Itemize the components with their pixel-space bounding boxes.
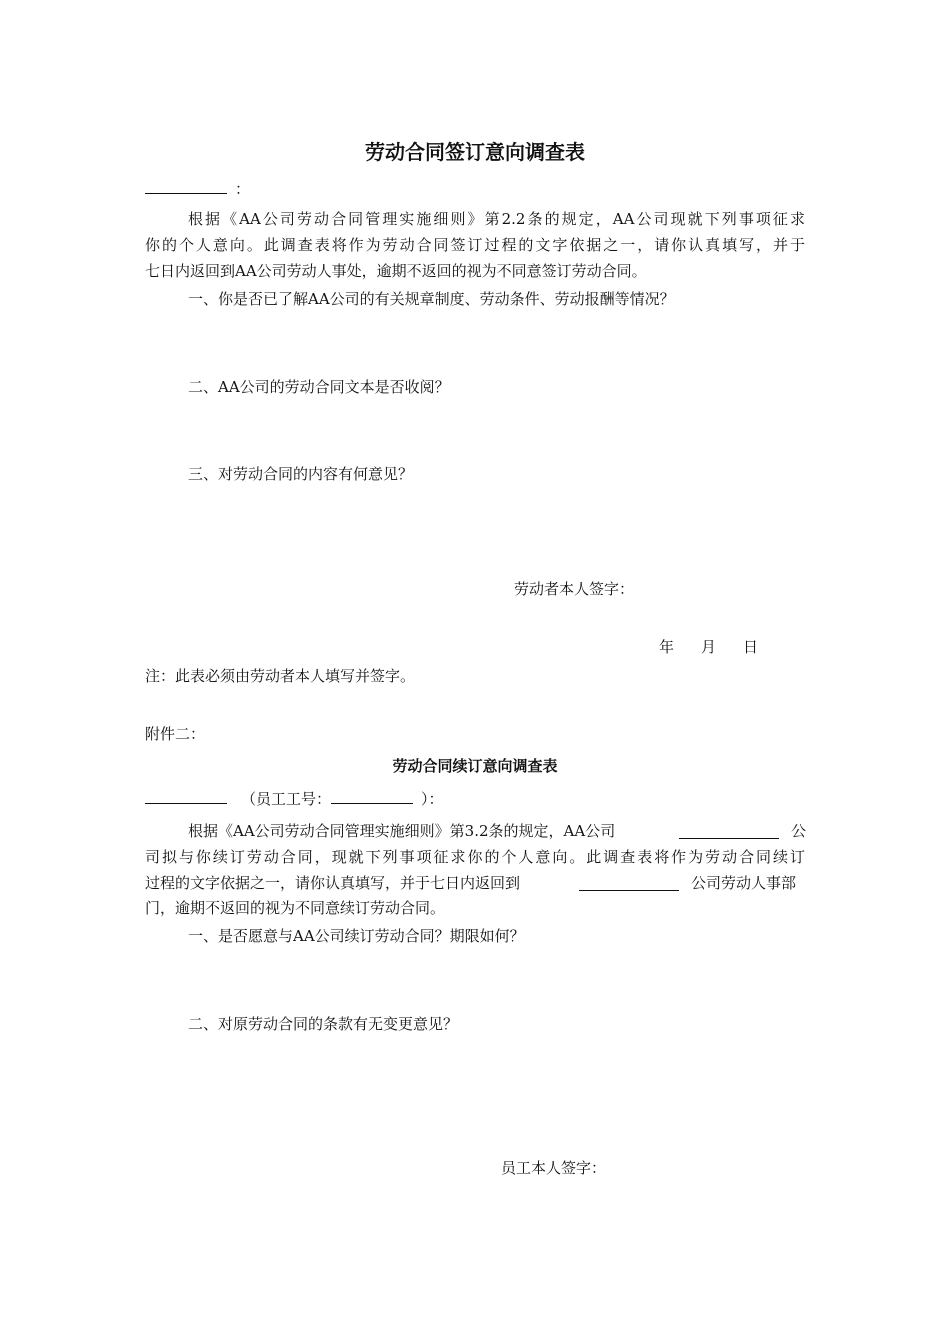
employee-no-close: ）： — [421, 790, 444, 808]
form1-question-1: 一、你是否已了解AA公司的有关规章制度、劳动条件、劳动报酬等情况？ — [188, 290, 675, 308]
form1-question-3: 三、对劳动合同的内容有何意见？ — [188, 465, 414, 483]
form2-addressee-line — [145, 788, 444, 810]
form2-question-1: 一、是否愿意与AA公司续订劳动合同？期限如何？ — [188, 927, 525, 945]
form1-date-month: 月 — [701, 638, 717, 656]
form1-intro-line-2: 你的个人意向。此调查表将作为劳动合同签订过程的文字依据之一，请你认真填写，并于 — [145, 236, 805, 254]
company-blank-1[interactable] — [679, 824, 779, 839]
form1-date-day: 日 — [743, 638, 759, 656]
employee-no-open: （员工工号： — [241, 790, 332, 808]
form1-intro-line-1: 根据《AA公司劳动合同管理实施细则》第2.2条的规定，AA公司现就下列事项征求 — [188, 210, 805, 228]
form1-date-year: 年 — [659, 638, 675, 656]
addressee-blank[interactable] — [145, 179, 227, 194]
form2-intro-line-4: 门，逾期不返回的视为不同意续订劳动合同。 — [145, 899, 446, 917]
form2-question-2: 二、对原劳动合同的条款有无变更意见？ — [188, 1015, 459, 1033]
attachment-label: 附件二： — [145, 725, 206, 743]
form2-intro-line-1a: 根据《AA公司劳动合同管理实施细则》第3.2条的规定，AA公司 — [188, 822, 616, 840]
company-blank-2[interactable] — [579, 876, 679, 891]
form1-intro-line-3: 七日内返回到AA公司劳动人事处，逾期不返回的视为不同意签订劳动合同。 — [145, 262, 647, 280]
form2-signature-label: 员工本人签字： — [501, 1159, 607, 1177]
form2-title: 劳动合同续订意向调查表 — [392, 757, 558, 775]
form2-intro-line-3b: 公司劳动人事部 — [691, 874, 797, 892]
form2-intro-line-1b: 公 — [791, 822, 807, 840]
form1-signature-label: 劳动者本人签字： — [514, 580, 635, 598]
form1-question-2: 二、AA公司的劳动合同文本是否收阅？ — [188, 378, 450, 396]
form1-note: 注：此表必须由劳动者本人填写并签字。 — [145, 667, 416, 685]
employee-name-blank[interactable] — [145, 789, 227, 804]
employee-no-blank[interactable] — [331, 789, 413, 804]
form1-title: 劳动合同签订意向调查表 — [365, 140, 585, 164]
form1-addressee-line — [145, 178, 250, 200]
addressee-suffix: ： — [235, 180, 251, 198]
form2-intro-line-3a: 过程的文字依据之一，请你认真填写，并于七日内返回到 — [145, 874, 521, 892]
form2-intro-line-2: 司拟与你续订劳动合同，现就下列事项征求你的个人意向。此调查表将作为劳动合同续订 — [145, 848, 805, 866]
